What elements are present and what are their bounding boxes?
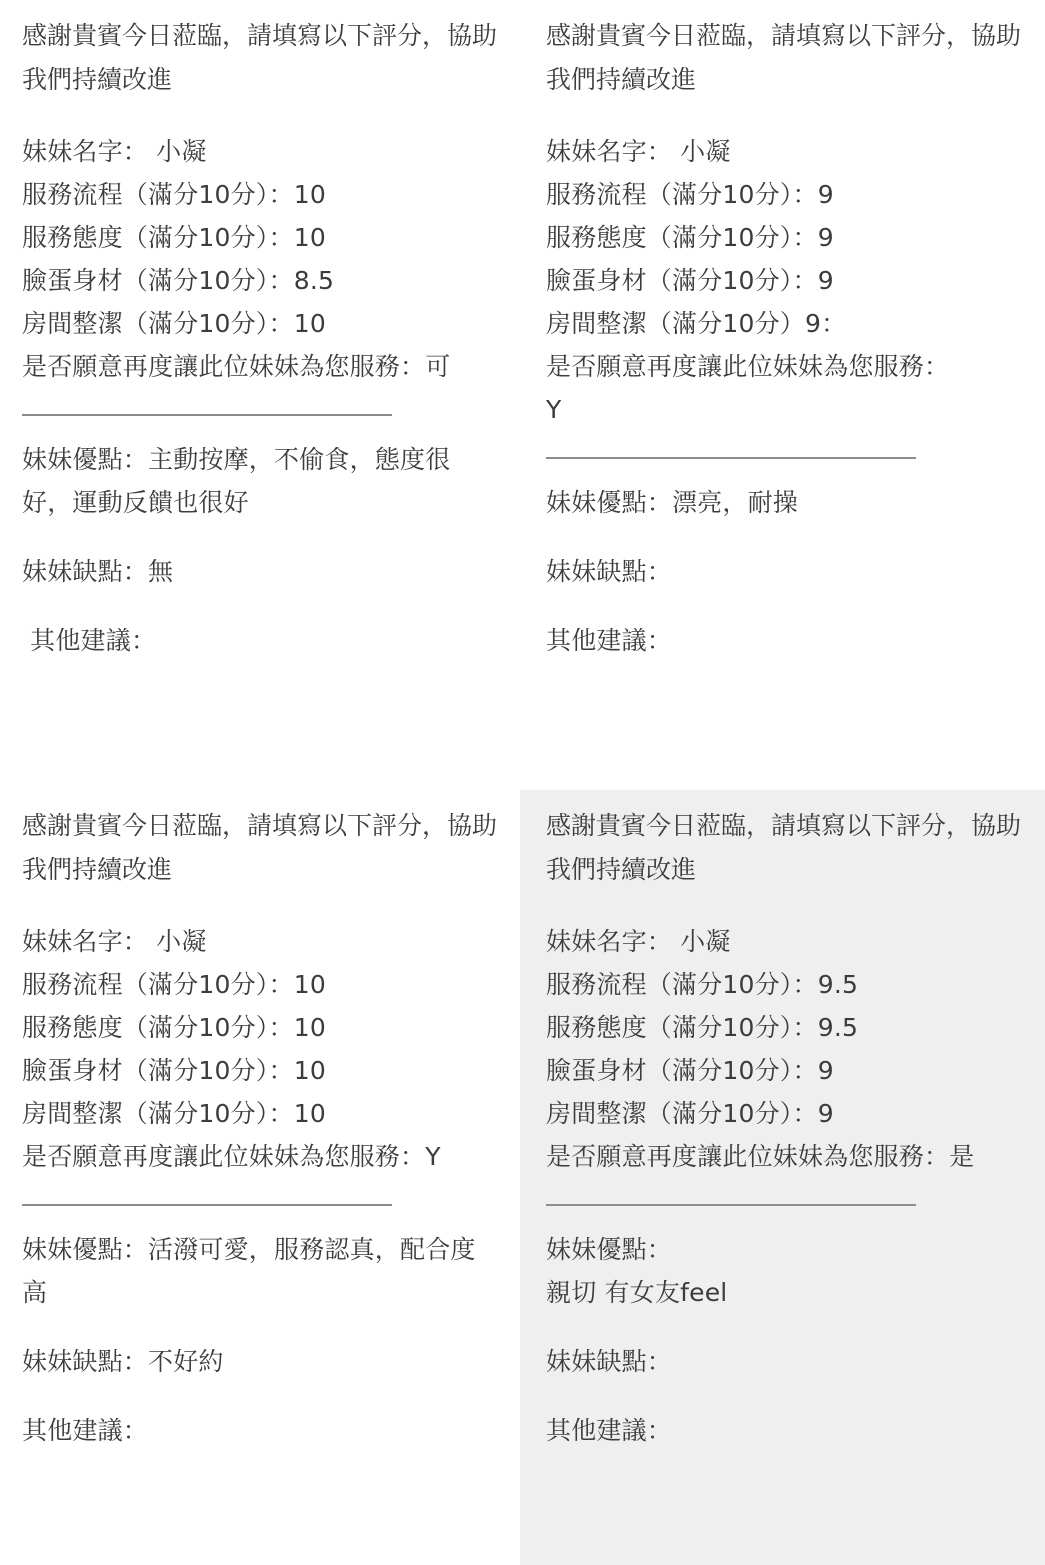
field-would-repeat-answer: Y: [546, 395, 562, 424]
field-appearance: 臉蛋身材（滿分10分）：10: [22, 1056, 326, 1085]
section-divider: [546, 457, 916, 459]
card-scores: [22, 130, 498, 388]
field-service-attitude: 服務態度（滿分10分）：10: [22, 223, 326, 252]
feedback-card: [520, 790, 1045, 1565]
field-appearance: 臉蛋身材（滿分10分）：9: [546, 266, 834, 295]
spacer: [546, 1383, 1023, 1409]
field-name: 妹妹名字： 小凝: [546, 927, 731, 956]
field-service-process: 服務流程（滿分10分）：9.5: [546, 970, 859, 999]
field-cons: 妹妹缺點：: [546, 557, 673, 586]
card-scores: [22, 920, 498, 1178]
field-service-process: 服務流程（滿分10分）：9: [546, 180, 834, 209]
spacer: [22, 524, 498, 550]
field-pros-detail: 親切 有女友feel: [546, 1278, 728, 1307]
field-other-suggestions: 其他建議：: [546, 626, 673, 655]
field-pros: 妹妹優點：主動按摩，不偷食，態度很好，運動反饋也很好: [22, 445, 451, 517]
field-name: 妹妹名字： 小凝: [546, 137, 731, 166]
spacer: [546, 593, 1023, 619]
section-divider: [22, 1204, 392, 1206]
card-scores: [546, 920, 1023, 1178]
field-service-attitude: 服務態度（滿分10分）：10: [22, 1013, 326, 1042]
field-service-process: 服務流程（滿分10分）：10: [22, 970, 326, 999]
field-appearance: 臉蛋身材（滿分10分）：9: [546, 1056, 834, 1085]
field-room-cleanliness: 房間整潔（滿分10分）：9: [546, 1099, 834, 1128]
feedback-card: [520, 0, 1045, 790]
field-name: 妹妹名字： 小凝: [22, 927, 207, 956]
spacer: [22, 1314, 498, 1340]
spacer: [546, 1314, 1023, 1340]
field-service-process: 服務流程（滿分10分）：10: [22, 180, 326, 209]
field-cons: 妹妹缺點：不好約: [22, 1347, 224, 1376]
field-other-suggestions: 其他建議：: [22, 626, 157, 655]
field-service-attitude: 服務態度（滿分10分）：9.5: [546, 1013, 859, 1042]
card-scores: [546, 130, 1023, 431]
field-room-cleanliness: 房間整潔（滿分10分）9：: [546, 309, 847, 338]
field-name: 妹妹名字： 小凝: [22, 137, 207, 166]
spacer: [546, 524, 1023, 550]
section-divider: [22, 414, 392, 416]
field-would-repeat: 是否願意再度讓此位妹妹為您服務：Y: [22, 1142, 441, 1171]
field-pros: 妹妹優點：漂亮，耐操: [546, 488, 799, 517]
field-other-suggestions: 其他建議：: [22, 1416, 149, 1445]
field-cons: 妹妹缺點：: [546, 1347, 673, 1376]
spacer: [22, 593, 498, 619]
field-would-repeat: 是否願意再度讓此位妹妹為您服務：: [546, 352, 950, 381]
field-cons: 妹妹缺點：無: [22, 557, 174, 586]
field-pros: 妹妹優點：: [546, 1235, 673, 1264]
card-intro-text: 感謝貴賓今日蒞臨，請填寫以下評分，協助我們持續改進: [22, 811, 498, 884]
field-service-attitude: 服務態度（滿分10分）：9: [546, 223, 834, 252]
feedback-card: [0, 790, 520, 1565]
field-room-cleanliness: 房間整潔（滿分10分）：10: [22, 1099, 326, 1128]
card-intro-text: 感謝貴賓今日蒞臨，請填寫以下評分，協助我們持續改進: [22, 21, 498, 94]
field-room-cleanliness: 房間整潔（滿分10分）：10: [22, 309, 326, 338]
feedback-card: [0, 0, 520, 790]
field-would-repeat: 是否願意再度讓此位妹妹為您服務：可: [22, 352, 451, 381]
field-other-suggestions: 其他建議：: [546, 1416, 673, 1445]
spacer: [22, 1383, 498, 1409]
field-pros: 妹妹優點：活潑可愛，服務認真，配合度高: [22, 1235, 476, 1307]
card-intro-text: 感謝貴賓今日蒞臨，請填寫以下評分，協助我們持續改進: [546, 21, 1022, 94]
field-appearance: 臉蛋身材（滿分10分）：8.5: [22, 266, 335, 295]
section-divider: [546, 1204, 916, 1206]
card-intro-text: 感謝貴賓今日蒞臨，請填寫以下評分，協助我們持續改進: [546, 811, 1022, 884]
field-would-repeat: 是否願意再度讓此位妹妹為您服務：是: [546, 1142, 975, 1171]
